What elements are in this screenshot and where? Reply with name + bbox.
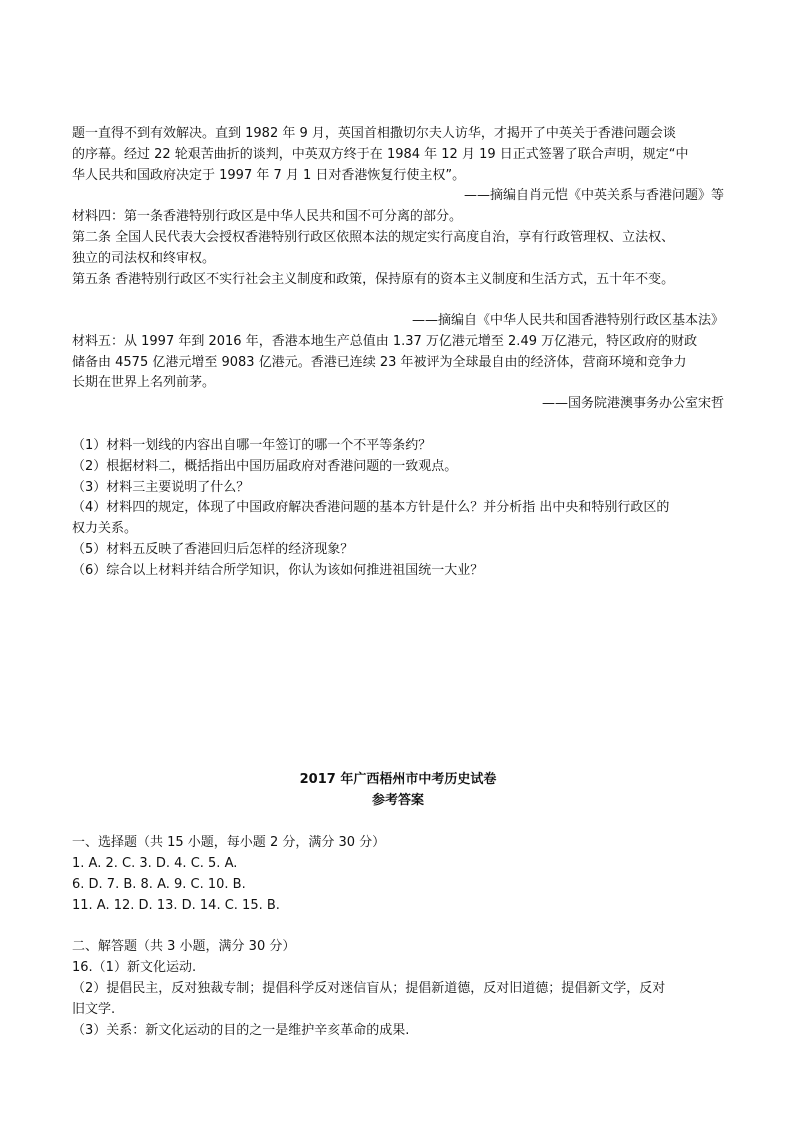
material5-line1: 材料五：从 1997 年到 2016 年，香港本地生产总值由 1.37 万亿港元增至 2.49 万亿港元，特区政府的财政 (72, 334, 698, 349)
question-4-line2: 权力关系。 (72, 521, 138, 536)
material5-line2: 储备由 4575 亿港元增至 9083 亿港元。香港已连续 23 年被评为全球最自由的经济体，营商环境和竞争力 (72, 355, 687, 370)
question-4-line1: （4）材料四的规定，体现了中国政府解决香港问题的基本方针是什么？并分析指 出中央和特别行政区的 (72, 500, 670, 515)
answer-16-1: 16.（1）新文化运动. (72, 960, 197, 975)
question-2: （2）根据材料二，概括指出中国历届政府对香港问题的一致观点。 (72, 459, 458, 474)
material5-line3: 长期在世界上名列前茅。 (72, 375, 216, 390)
answers-row2: 6. D. 7. B. 8. A. 9. C. 10. B. (72, 877, 246, 892)
answers-section2: 二、解答题（共 3 小题，满分 30 分） (72, 939, 296, 954)
material4-source: ——摘编自《中华人民共和国香港特别行政区基本法》 (411, 313, 724, 328)
question-3: （3）材料三主要说明了什么？ (72, 480, 250, 495)
question-1: （1）材料一划线的内容出自哪一年签订的哪一个不平等条约？ (72, 438, 432, 453)
answer-16-2-line2: 旧文学. (72, 1002, 116, 1017)
material3-line2: 的序幕。经过 22 轮艰苦曲折的谈判，中英双方终于在 1984 年 12 月 19 日正式签署了联合声明，规定“中 (72, 147, 689, 162)
answers-row1: 1. A. 2. C. 3. D. 4. C. 5. A. (72, 856, 238, 871)
material5-source: ——国务院港澳事务办公室宋哲 (541, 396, 724, 411)
material3-line3: 华人民共和国政府决定于 1997 年 7 月 1 日对香港恢复行使主权”。 (72, 168, 466, 183)
material3-source: ——摘编自肖元恺《中英关系与香港问题》等 (463, 188, 724, 203)
material4-line3: 独立的司法权和终审权。 (72, 251, 216, 266)
material3-line1: 题一直得不到有效解决。直到 1982 年 9 月，英国首相撒切尔夫人访华，才揭开了中英关于香港问题会谈 (72, 126, 676, 141)
answer-16-3: （3）关系：新文化运动的目的之一是维护辛亥革命的成果. (72, 1023, 410, 1038)
material4-line4: 第五条 香港特别行政区不实行社会主义制度和政策，保持原有的资本主义制度和生活方式，五十年不变。 (72, 272, 675, 287)
answers-section1: 一、选择题（共 15 小题，每小题 2 分，满分 30 分） (72, 835, 386, 850)
answers-subtitle: 参考答案 (371, 793, 424, 808)
material4-line2: 第二条 全国人民代表大会授权香港特别行政区依照本法的规定实行高度自治，享有行政管理权、立法权、 (72, 230, 675, 245)
answers-title: 2017 年广西梧州市中考历史试卷 (299, 772, 497, 787)
answers-row3: 11. A. 12. D. 13. D. 14. C. 15. B. (72, 898, 280, 913)
question-5: （5）材料五反映了香港回归后怎样的经济现象？ (72, 542, 354, 557)
material4-line1: 材料四：第一条香港特别行政区是中华人民共和国不可分离的部分。 (72, 209, 463, 224)
question-6: （6）综合以上材料并结合所学知识，你认为该如何推进祖国统一大业？ (72, 563, 484, 578)
answer-16-2-line1: （2）提倡民主，反对独裁专制；提倡科学反对迷信盲从；提倡新道德，反对旧道德；提倡新文学，反对 (72, 981, 666, 996)
